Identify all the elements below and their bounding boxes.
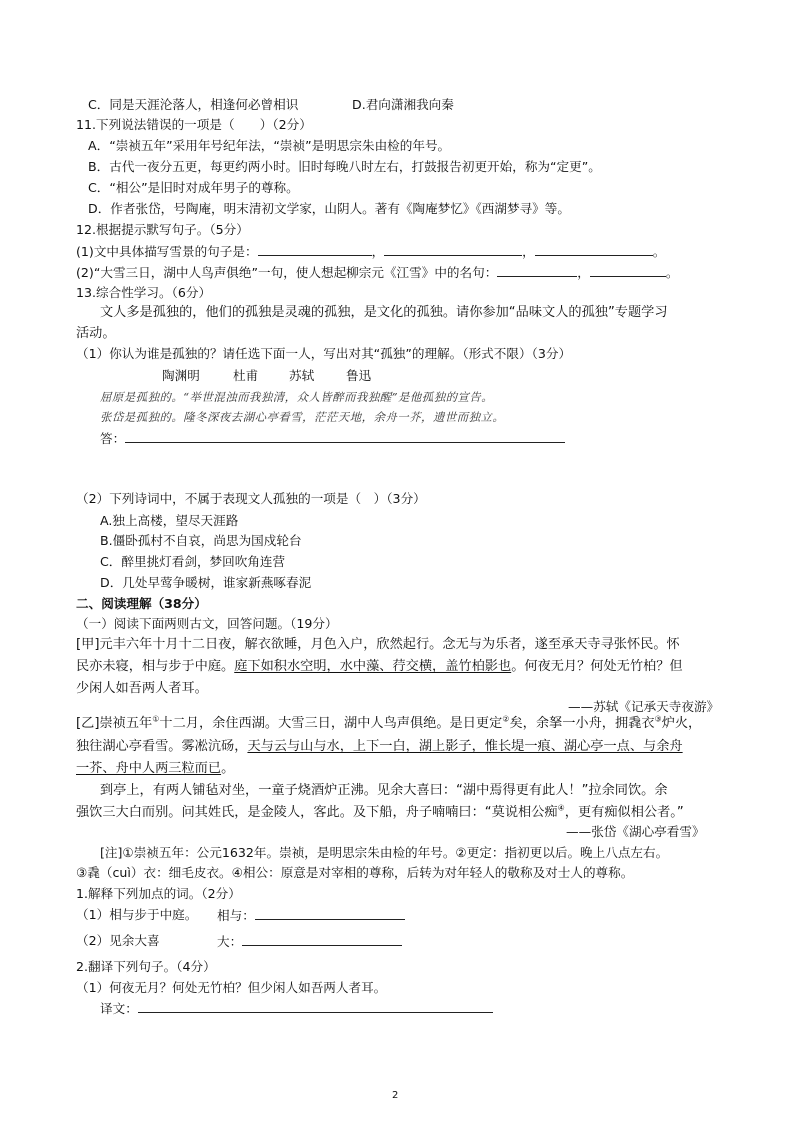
q2-stem: 2.翻译下列句子。（4分） xyxy=(76,959,216,974)
q11-option-a: A．“崇祯五年”采用年号纪年法，“崇祯”是明思宗朱由检的年号。 xyxy=(88,138,451,153)
q2-answer xyxy=(100,1000,493,1017)
q10-option-d: D.君向潇湘我向秦 xyxy=(352,97,454,112)
notes-line-1: [注]①崇祯五年：公元1632年。崇祯，是明思宗朱由检的年号。②更定：指初更以后。晚上八点左右。 xyxy=(100,845,669,860)
q1-sub1-sentence: （1）相与步于中庭。 xyxy=(76,907,198,922)
page-number: 2 xyxy=(392,1090,399,1101)
q1-sub2-blank[interactable] xyxy=(242,933,402,946)
q12-sub1-blank-1[interactable] xyxy=(258,243,372,256)
q1-sub1-word: 相与： xyxy=(217,908,255,923)
period: 。 xyxy=(665,265,679,280)
q12-sub2 xyxy=(76,264,678,281)
passage-b-text: 。 xyxy=(221,761,235,776)
passage-b-text: 矣，余拏一小舟，拥毳衣 xyxy=(509,716,655,731)
passage-a-text: 。何夜无月？何处无竹柏？但 xyxy=(511,659,683,674)
passage-b-underlined: 一芥、舟中人两三粒而已 xyxy=(76,761,222,776)
passage-b-text: 强饮三大白而别。问其姓氏，是金陵人，客此。及下船，舟子喃喃曰：“莫说相公痴 xyxy=(76,805,558,820)
notes-line-2: ③毳（cuì）衣：细毛皮衣。④相公：原意是对宰相的尊称，后转为对年轻人的敬称及对士人的尊称。 xyxy=(76,865,634,880)
passage-a-source: ——苏轼《记承天寺夜游》 xyxy=(568,699,720,714)
comma: ， xyxy=(371,244,385,259)
passage-a-underlined: 庭下如积水空明，水中藻、荇交横，盖竹柏影也 xyxy=(234,659,512,674)
q12-sub2-blank-2[interactable] xyxy=(590,264,666,277)
passage-b-line-4: 到亭上，有两人铺毡对坐，一童子烧酒炉正沸。见余大喜曰：“湖中焉得更有此人！”拉余同饮。余 xyxy=(100,783,668,798)
passage-b-line-3 xyxy=(76,761,234,777)
passage-a-line-3: 少闲人如吾两人者耳。 xyxy=(76,681,208,696)
q11-option-d: D．作者张岱，号陶庵，明末清初文学家，山阴人。著有《陶庵梦忆》《西湖梦寻》等。 xyxy=(88,201,570,216)
q2-answer-label: 译文： xyxy=(100,1001,138,1016)
note-marker: ③ xyxy=(654,714,662,724)
passage-b-underlined: 天与云与山与水，上下一白，湖上影子，惟长堤一痕、湖心亭一点、与余舟 xyxy=(247,739,683,754)
passage-b-text: [乙]崇祯五年 xyxy=(76,716,153,731)
comma: ， xyxy=(577,265,590,280)
q13-option-c: C．醉里挑灯看剑，梦回吹角连营 xyxy=(100,554,286,569)
q13-name-2: 杜甫 xyxy=(233,368,259,383)
q13-sub1: （1）你认为谁是孤独的？请任选下面一人，写出对其“孤独”的理解。（形式不限）（3分） xyxy=(76,346,572,361)
q13-name-1: 陶渊明 xyxy=(162,368,200,383)
q11-option-b: B．古代一夜分五更，每更约两小时。旧时每晚八时左右，打鼓报告初更开始，称为“定更”。 xyxy=(88,159,601,174)
q13-name-3: 苏轼 xyxy=(289,368,315,383)
q12-sub1-blank-2[interactable] xyxy=(384,243,522,256)
passage-b-line-1 xyxy=(76,716,701,732)
q1-sub2-word: 大： xyxy=(217,934,243,949)
q12-sub1 xyxy=(76,243,665,260)
passage-b-line-2 xyxy=(76,739,683,755)
q13-option-a: A.独上高楼，望尽天涯路 xyxy=(100,513,239,528)
q13-option-d: D．几处早莺争暖树，谁家新燕啄春泥 xyxy=(100,575,312,590)
q1-sub2-sentence: （2）见余大喜 xyxy=(76,933,160,948)
q2-answer-line[interactable] xyxy=(138,1000,493,1013)
passage-a-line-2 xyxy=(76,659,683,675)
passage-a-line-1: [甲]元丰六年十月十二日夜，解衣欲睡，月色入户，欣然起行。念无与为乐者，遂至承天寺寻张怀民。怀 xyxy=(76,637,680,652)
q12-sub2-blank-1[interactable] xyxy=(497,264,577,277)
q1-sub2 xyxy=(217,933,402,950)
q12-stem: 12.根据提示默写句子。（5分） xyxy=(76,222,249,237)
passage-b-text: 十二月，余住西湖。大雪三日，湖中人鸟声俱绝。是日更定 xyxy=(159,716,503,731)
q13-intro-line-1: 文人多是孤独的，他们的孤独是灵魂的孤独，是文化的孤独。请你参加“品味文人的孤独”专题学习 xyxy=(100,305,668,320)
q13-example-2: 张岱是孤独的。隆冬深夜去湖心亭看雪，茫茫天地，余舟一芥，遗世而独立。 xyxy=(100,410,505,424)
passage-a-text: 民亦未寝，相与步于中庭。 xyxy=(76,659,235,674)
q11-option-c: C．“相公”是旧时对成年男子的尊称。 xyxy=(88,180,299,195)
note-marker: ② xyxy=(502,714,510,724)
q13-name-4: 鲁迅 xyxy=(346,368,372,383)
passage-b-text: 炉火， xyxy=(661,716,702,731)
q13-option-b: B.僵卧孤村不自哀，尚思为国戍轮台 xyxy=(100,533,302,548)
q12-sub1-label: (1)文中具体描写雪景的句子是： xyxy=(76,244,258,259)
q2-sub1: （1）何夜无月？何处无竹柏？但少闲人如吾两人者耳。 xyxy=(76,980,387,995)
q11-stem: 11.下列说法错误的一项是（ ）（2分） xyxy=(76,117,312,132)
q12-sub2-label: (2)“大雪三日，湖中人鸟声俱绝”一句，使人想起柳宗元《江雪》中的名句： xyxy=(76,265,498,280)
note-marker: ① xyxy=(152,714,160,724)
q13-answer-label: 答： xyxy=(100,431,126,446)
q10-option-c: C．同是天涯沦落人，相逢何必曾相识 xyxy=(88,97,299,112)
q13-answer xyxy=(100,430,565,447)
period: 。 xyxy=(652,244,666,259)
section2-title: 二、阅读理解（38分） xyxy=(76,596,207,611)
passage-b-source: ——张岱《湖心亭看雪》 xyxy=(566,824,705,839)
q12-sub1-blank-3[interactable] xyxy=(535,243,653,256)
comma: ， xyxy=(522,244,535,259)
note-marker: ④ xyxy=(557,803,565,813)
q13-example-1: 屈原是孤独的。“举世混浊而我独清，众人皆醉而我独醒”是他孤独的宣告。 xyxy=(100,390,494,404)
q13-sub2: （2）下列诗词中，不属于表现文人孤独的一项是（ ）（3分） xyxy=(76,491,426,506)
q13-intro-line-2: 活动。 xyxy=(76,326,116,341)
passage-b-text: ，更有痴似相公者。” xyxy=(564,805,684,820)
q13-stem: 13.综合性学习。（6分） xyxy=(76,285,212,300)
q1-sub1 xyxy=(217,907,405,924)
section2-part1: （一）阅读下面两则古文，回答问题。（19分） xyxy=(76,616,338,631)
passage-b-line-5 xyxy=(76,805,684,821)
q13-answer-line[interactable] xyxy=(125,430,565,443)
passage-b-text: 独往湖心亭看雪。雾凇沆砀， xyxy=(76,739,248,754)
q1-stem: 1.解释下列加点的词。（2分） xyxy=(76,886,241,901)
q1-sub1-blank[interactable] xyxy=(255,907,405,920)
